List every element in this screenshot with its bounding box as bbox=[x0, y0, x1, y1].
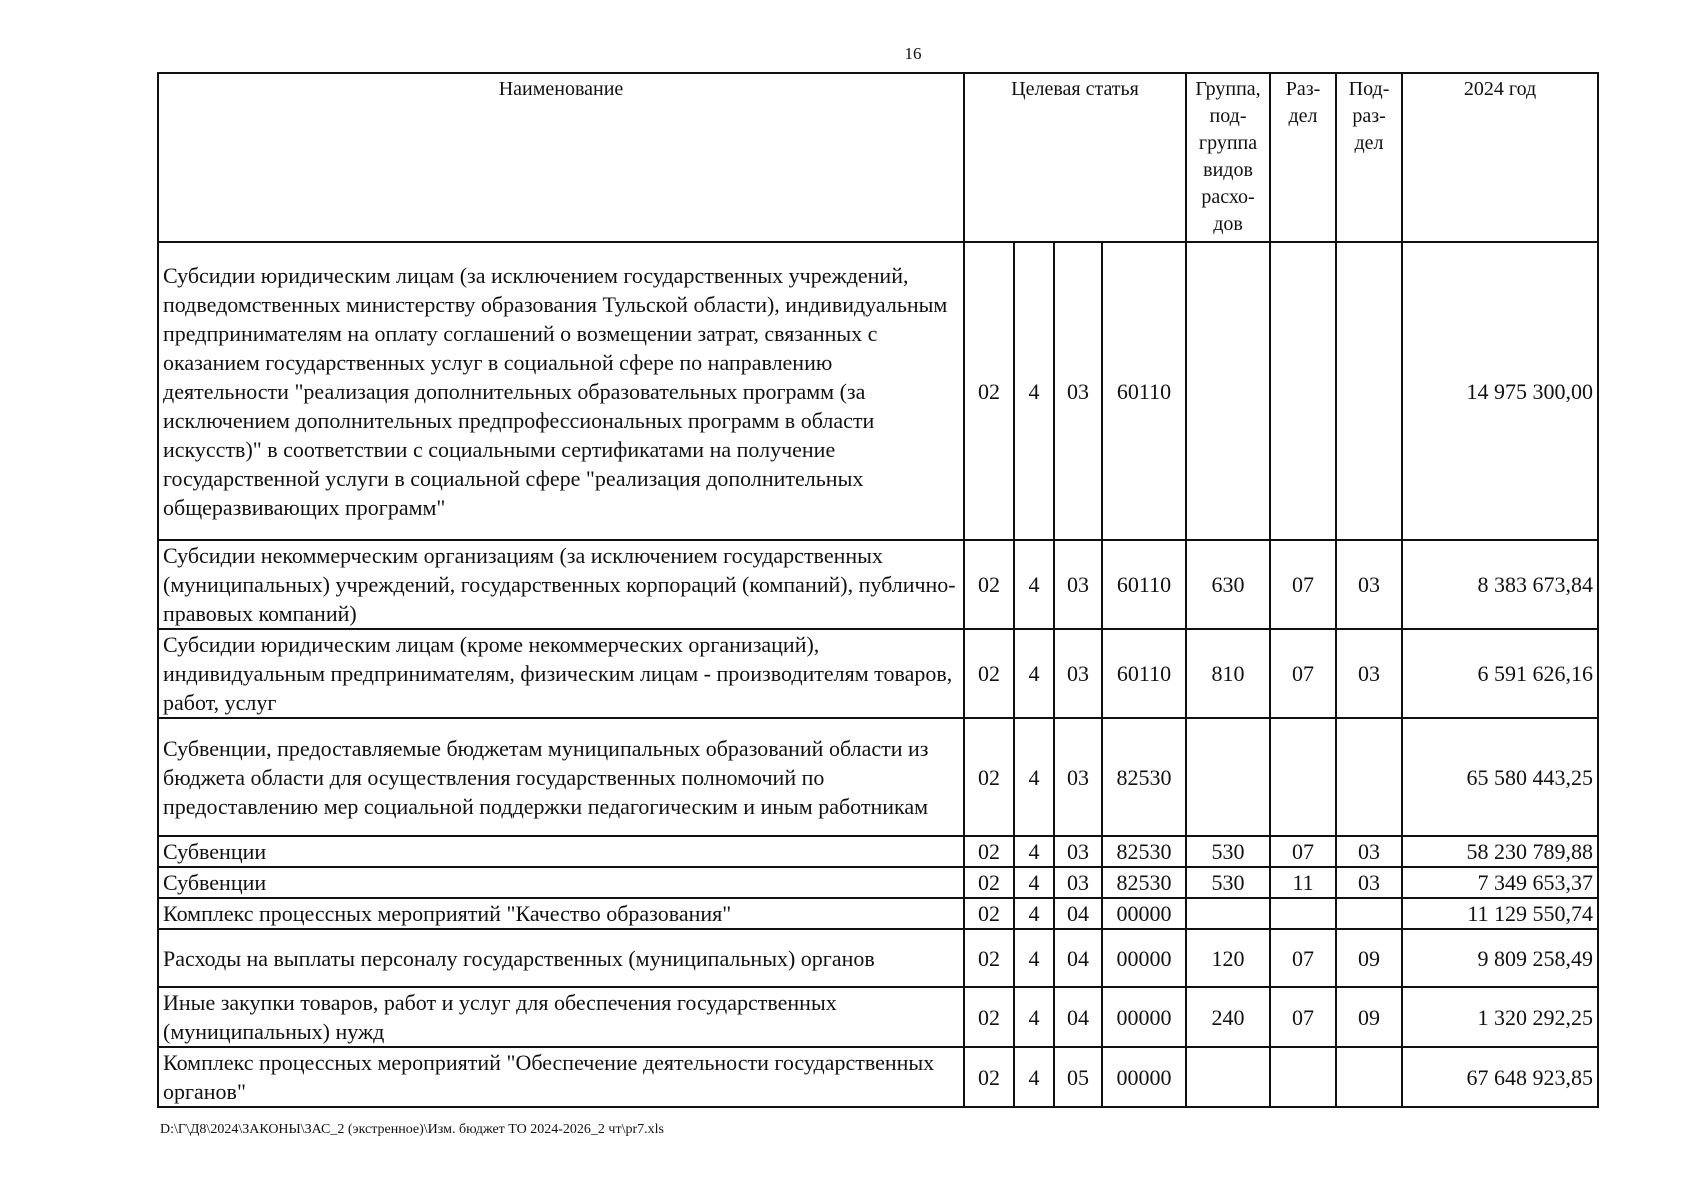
target-code-2: 4 bbox=[1014, 867, 1054, 898]
target-code-4: 00000 bbox=[1102, 898, 1186, 929]
target-code-3: 04 bbox=[1054, 929, 1102, 987]
row-name: Субсидии юридическим лицам (за исключением государственных учреждений, подведомственных министерству образования Тульской области), индивидуальным предпринимателям на оплату соглашений о возмещении затрат, связанных с оказанием государственных услуг в социальной сфере по направлению деятельности "реализация дополнительных образовательных программ (за исключением дополнительных предпрофессиональных программ в области искусств)" в соответствии с социальными сертификатами на получение государственной услуги в социальной сфере "реализация дополнительных общеразвивающих программ" bbox=[158, 242, 964, 540]
row-name: Иные закупки товаров, работ и услуг для обеспечения государственных (муниципальных) нужд bbox=[158, 987, 964, 1047]
subsection: 03 bbox=[1336, 867, 1402, 898]
row-name: Комплекс процессных мероприятий "Качество образования" bbox=[158, 898, 964, 929]
target-code-2: 4 bbox=[1014, 242, 1054, 540]
subsection bbox=[1336, 898, 1402, 929]
target-code-2: 4 bbox=[1014, 898, 1054, 929]
target-code-4: 82530 bbox=[1102, 836, 1186, 867]
target-code-1: 02 bbox=[964, 540, 1014, 629]
target-code-4: 60110 bbox=[1102, 540, 1186, 629]
amount-2024: 65 580 443,25 bbox=[1402, 718, 1598, 836]
target-code-1: 02 bbox=[964, 867, 1014, 898]
section: 07 bbox=[1270, 629, 1336, 718]
row-name: Субвенции bbox=[158, 867, 964, 898]
amount-2024: 11 129 550,74 bbox=[1402, 898, 1598, 929]
header-target: Целевая статья bbox=[964, 73, 1186, 242]
target-code-3: 04 bbox=[1054, 987, 1102, 1047]
target-code-4: 00000 bbox=[1102, 929, 1186, 987]
table-row bbox=[158, 540, 1598, 629]
table-row bbox=[158, 867, 1598, 898]
target-code-1: 02 bbox=[964, 718, 1014, 836]
target-code-4: 00000 bbox=[1102, 1047, 1186, 1107]
target-code-3: 03 bbox=[1054, 242, 1102, 540]
section: 07 bbox=[1270, 836, 1336, 867]
amount-2024: 14 975 300,00 bbox=[1402, 242, 1598, 540]
target-code-3: 05 bbox=[1054, 1047, 1102, 1107]
section bbox=[1270, 898, 1336, 929]
target-code-3: 03 bbox=[1054, 718, 1102, 836]
subsection bbox=[1336, 718, 1402, 836]
section bbox=[1270, 718, 1336, 836]
expense-group: 120 bbox=[1186, 929, 1270, 987]
target-code-2: 4 bbox=[1014, 718, 1054, 836]
amount-2024: 6 591 626,16 bbox=[1402, 629, 1598, 718]
expense-group bbox=[1186, 898, 1270, 929]
amount-2024: 7 349 653,37 bbox=[1402, 867, 1598, 898]
page-number: 16 bbox=[904, 44, 922, 63]
table-row bbox=[158, 929, 1598, 987]
section: 11 bbox=[1270, 867, 1336, 898]
target-code-1: 02 bbox=[964, 242, 1014, 540]
expense-group: 630 bbox=[1186, 540, 1270, 629]
amount-2024: 1 320 292,25 bbox=[1402, 987, 1598, 1047]
header-row bbox=[158, 73, 1598, 242]
target-code-2: 4 bbox=[1014, 1047, 1054, 1107]
expense-group: 530 bbox=[1186, 836, 1270, 867]
header-subsection: Под- раз- дел bbox=[1336, 73, 1402, 242]
budget-table bbox=[157, 72, 1599, 1108]
section: 07 bbox=[1270, 929, 1336, 987]
target-code-1: 02 bbox=[964, 929, 1014, 987]
target-code-3: 03 bbox=[1054, 836, 1102, 867]
header-section: Раз- дел bbox=[1270, 73, 1336, 242]
table-row bbox=[158, 242, 1598, 540]
subsection bbox=[1336, 242, 1402, 540]
expense-group bbox=[1186, 1047, 1270, 1107]
expense-group: 530 bbox=[1186, 867, 1270, 898]
table-row bbox=[158, 629, 1598, 718]
subsection: 03 bbox=[1336, 836, 1402, 867]
amount-2024: 58 230 789,88 bbox=[1402, 836, 1598, 867]
target-code-1: 02 bbox=[964, 629, 1014, 718]
target-code-2: 4 bbox=[1014, 929, 1054, 987]
target-code-2: 4 bbox=[1014, 540, 1054, 629]
target-code-2: 4 bbox=[1014, 987, 1054, 1047]
section bbox=[1270, 1047, 1336, 1107]
expense-group: 810 bbox=[1186, 629, 1270, 718]
target-code-4: 60110 bbox=[1102, 629, 1186, 718]
table-row bbox=[158, 1047, 1598, 1107]
expense-group bbox=[1186, 242, 1270, 540]
row-name: Субсидии юридическим лицам (кроме некоммерческих организаций), индивидуальным предпринимателям, физическим лицам - производителям товаров, работ, услуг bbox=[158, 629, 964, 718]
target-code-3: 03 bbox=[1054, 540, 1102, 629]
section: 07 bbox=[1270, 540, 1336, 629]
header-group: Группа, под- группа видов расхо- дов bbox=[1186, 73, 1270, 242]
row-name: Субвенции, предоставляемые бюджетам муниципальных образований области из бюджета области для осуществления государственных полномочий по предоставлению мер социальной поддержки педагогическим и иным работникам bbox=[158, 718, 964, 836]
target-code-4: 82530 bbox=[1102, 867, 1186, 898]
amount-2024: 8 383 673,84 bbox=[1402, 540, 1598, 629]
table-row bbox=[158, 718, 1598, 836]
target-code-3: 03 bbox=[1054, 867, 1102, 898]
section: 07 bbox=[1270, 987, 1336, 1047]
amount-2024: 9 809 258,49 bbox=[1402, 929, 1598, 987]
target-code-3: 04 bbox=[1054, 898, 1102, 929]
row-name: Субсидии некоммерческим организациям (за исключением государственных (муниципальных) учреждений, государственных корпораций (компаний), публично-правовых компаний) bbox=[158, 540, 964, 629]
subsection: 09 bbox=[1336, 987, 1402, 1047]
target-code-2: 4 bbox=[1014, 629, 1054, 718]
target-code-4: 82530 bbox=[1102, 718, 1186, 836]
target-code-1: 02 bbox=[964, 987, 1014, 1047]
expense-group bbox=[1186, 718, 1270, 836]
target-code-1: 02 bbox=[964, 1047, 1014, 1107]
expense-group: 240 bbox=[1186, 987, 1270, 1047]
header-year: 2024 год bbox=[1402, 73, 1598, 242]
table-row bbox=[158, 898, 1598, 929]
table-row bbox=[158, 987, 1598, 1047]
target-code-4: 00000 bbox=[1102, 987, 1186, 1047]
target-code-3: 03 bbox=[1054, 629, 1102, 718]
target-code-2: 4 bbox=[1014, 836, 1054, 867]
row-name: Расходы на выплаты персоналу государственных (муниципальных) органов bbox=[158, 929, 964, 987]
footer-file-path: D:\Г\Д8\2024\ЗАКОНЫ\ЗАС_2 (экстренное)\Изм. бюджет ТО 2024-2026_2 чт\pr7.xls bbox=[160, 1122, 664, 1137]
section bbox=[1270, 242, 1336, 540]
row-name: Комплекс процессных мероприятий "Обеспечение деятельности государственных органов" bbox=[158, 1047, 964, 1107]
subsection: 09 bbox=[1336, 929, 1402, 987]
amount-2024: 67 648 923,85 bbox=[1402, 1047, 1598, 1107]
table-row bbox=[158, 836, 1598, 867]
header-name: Наименование bbox=[158, 73, 964, 242]
row-name: Субвенции bbox=[158, 836, 964, 867]
subsection: 03 bbox=[1336, 629, 1402, 718]
subsection bbox=[1336, 1047, 1402, 1107]
target-code-1: 02 bbox=[964, 836, 1014, 867]
target-code-4: 60110 bbox=[1102, 242, 1186, 540]
subsection: 03 bbox=[1336, 540, 1402, 629]
target-code-1: 02 bbox=[964, 898, 1014, 929]
